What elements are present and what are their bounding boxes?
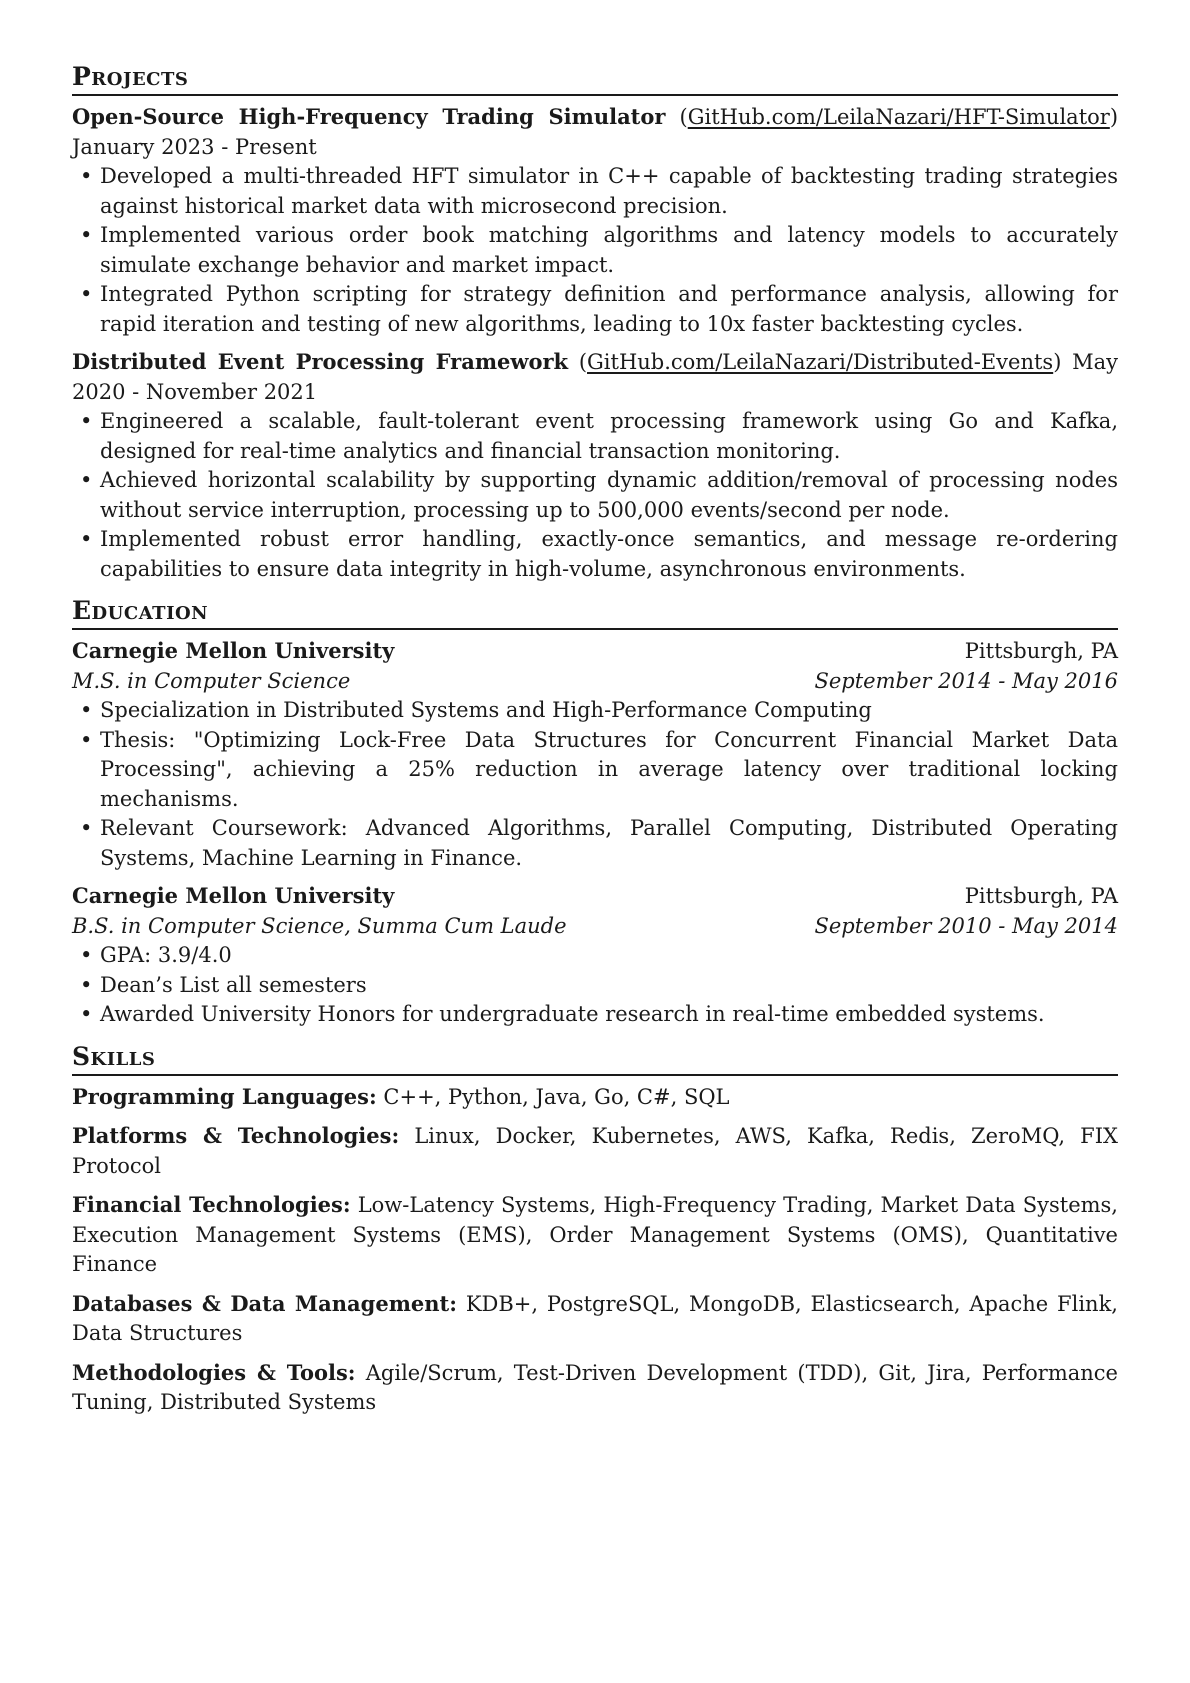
project-header: Open-Source High-Frequency Trading Simulator (GitHub.com/LeilaNazari/HFT-Simulator) January 2023 - Present [72,104,1119,159]
education-entry [72,636,1118,873]
skill-value: KDB+, PostgreSQL, MongoDB, Elasticsearch, Apache Flink, Data Structures [72,1291,1118,1345]
education-row-degree [72,667,1118,697]
bullet-item: • GPA: 3.9/4.0 [72,941,1118,971]
degree-dates: September 2010 - May 2014 [814,913,1118,938]
project-entry [72,347,1118,584]
education-row-degree [72,912,1118,942]
school-location: Pittsburgh, PA [964,639,1118,663]
skill-label: Databases & Data Management: [72,1290,457,1316]
bullet-item: • Dean’s List all semesters [72,971,1118,1001]
bullet-item: • Specialization in Distributed Systems and High-Performance Computing [72,696,1118,726]
skill-label: Financial Technologies: [72,1192,351,1217]
project-entry [72,102,1118,339]
bullet-item: • Engineered a scalable, fault-tolerant event processing framework using Go and Kafka, designed for real-time analytics and financial transaction monitoring. [72,407,1118,466]
skill-line [72,1082,1118,1113]
skill-line [72,1358,1118,1418]
degree-name: M.S. in Computer Science [72,668,351,693]
skill-value: C++, Python, Java, Go, C#, SQL [383,1084,730,1109]
bullet-item: • Integrated Python scripting for strategy definition and performance analysis, allowing for rapid iteration and testing of new algorithms, leading to 10x faster backtesting cycles. [72,280,1118,339]
skill-value: Low-Latency Systems, High-Frequency Trading, Market Data Systems, Execution Management Systems (EMS), Order Management Systems (OMS), Quantitative Finance [72,1193,1118,1276]
project-dates: May 2020 - November 2021 [72,350,1118,404]
education-bullets [72,941,1118,1030]
skill-label: Platforms & Technologies: [72,1123,400,1148]
education-entry [72,881,1118,1030]
bullet-item: • Developed a multi-threaded HFT simulator in C++ capable of backtesting trading strategies against historical market data with microsecond precision. [72,162,1118,221]
school-name: Carnegie Mellon University [72,883,395,908]
project-bullets [72,162,1118,339]
bullet-item: • Implemented various order book matching algorithms and latency models to accurately simulate exchange behavior and market impact. [72,221,1118,280]
education-heading: Education [72,596,1118,630]
projects-heading: Projects [72,62,1118,96]
school-name: Carnegie Mellon University [72,638,395,663]
project-link[interactable]: GitHub.com/LeilaNazari/Distributed-Events [587,350,1054,374]
project-name: Distributed Event Processing Framework [72,349,569,374]
skill-line [72,1190,1118,1280]
bullet-item: • Relevant Coursework: Advanced Algorithms, Parallel Computing, Distributed Operating Systems, Machine Learning in Finance. [72,814,1118,873]
project-header: Distributed Event Processing Framework (GitHub.com/LeilaNazari/Distributed-Events) May 2020 - November 2021 [72,349,1118,404]
resume-content [72,62,1118,1430]
bullet-item: • Achieved horizontal scalability by supporting dynamic addition/removal of processing nodes without service interruption, processing up to 500,000 events/second per node. [72,466,1118,525]
education-bullets [72,696,1118,873]
skill-line [72,1289,1118,1349]
project-dates: January 2023 - Present [72,134,317,159]
degree-dates: September 2014 - May 2016 [814,668,1118,693]
project-link[interactable]: GitHub.com/LeilaNazari/HFT-Simulator [687,105,1110,129]
skill-label: Programming Languages: [72,1083,377,1109]
skill-line [72,1121,1118,1181]
bullet-item: • Thesis: "Optimizing Lock-Free Data Structures for Concurrent Financial Market Data Processing", achieving a 25% reduction in average latency over traditional locking mechanisms. [72,726,1118,815]
education-section [72,596,1118,1030]
education-row-school [72,881,1118,912]
bullet-item: • Implemented robust error handling, exactly-once semantics, and message re-ordering capabilities to ensure data integrity in high-volume, asynchronous environments. [72,525,1118,584]
project-bullets [72,407,1118,584]
skills-heading: Skills [72,1042,1118,1076]
education-row-school [72,636,1118,667]
skills-section [72,1042,1118,1418]
skill-value: Agile/Scrum, Test-Driven Development (TDD), Git, Jira, Performance Tuning, Distributed Systems [72,1360,1118,1414]
skill-value: Linux, Docker, Kubernetes, AWS, Kafka, Redis, ZeroMQ, FIX Protocol [72,1124,1118,1178]
bullet-item: • Awarded University Honors for undergraduate research in real-time embedded systems. [72,1000,1118,1030]
school-location: Pittsburgh, PA [964,884,1118,908]
degree-name: B.S. in Computer Science, Summa Cum Laude [72,913,567,938]
project-name: Open-Source High-Frequency Trading Simulator [72,104,666,129]
skill-label: Methodologies & Tools: [72,1359,356,1385]
projects-section [72,62,1118,584]
